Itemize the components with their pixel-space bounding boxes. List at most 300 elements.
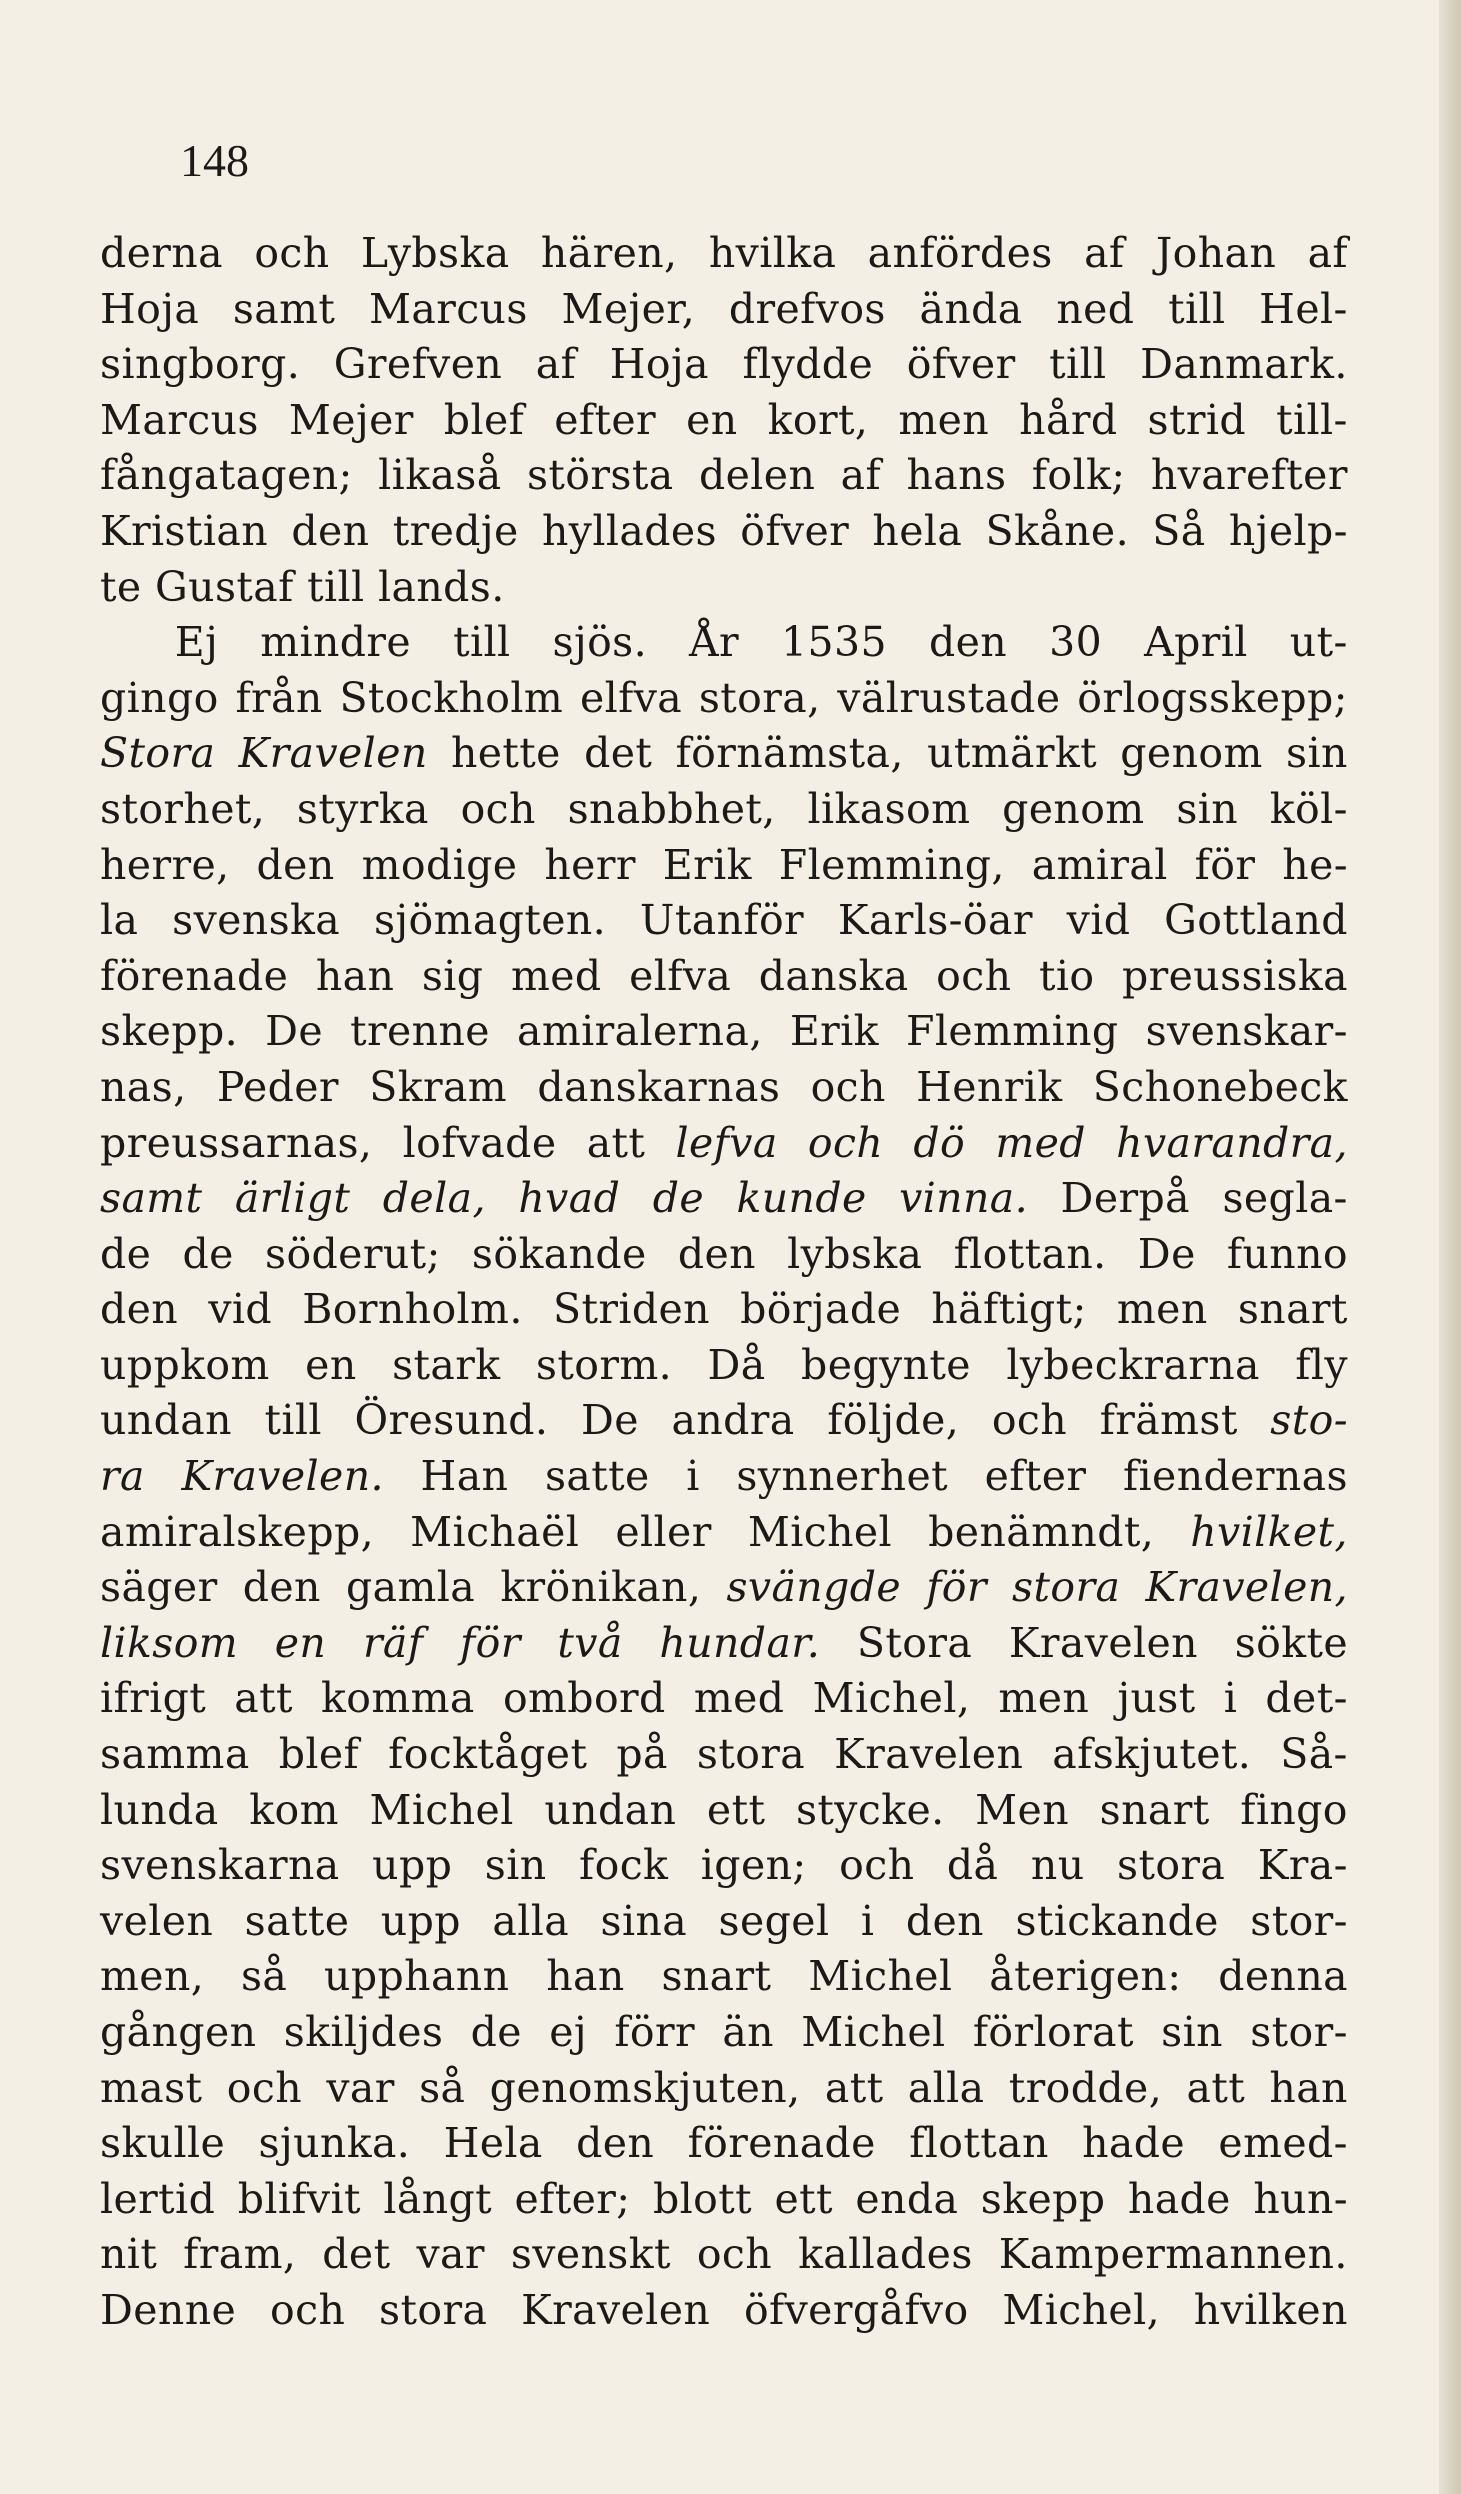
text-word: snart bbox=[1237, 1285, 1348, 1334]
text-word: den bbox=[929, 618, 1008, 667]
text-word: preussarnas, bbox=[100, 1118, 373, 1167]
text-word: skepp bbox=[980, 2174, 1106, 2223]
text-word: svenska bbox=[172, 896, 341, 945]
text-word: stora bbox=[379, 2285, 488, 2334]
emphasis-word: dela, bbox=[382, 1174, 486, 1223]
text-word: nas, bbox=[100, 1062, 187, 1111]
text-word: och bbox=[991, 1396, 1068, 1445]
emphasis-word: samt bbox=[100, 1174, 203, 1223]
text-word: Gottland bbox=[1164, 896, 1348, 945]
text-word: funno bbox=[1226, 1229, 1348, 1278]
text-word: sin bbox=[1161, 2008, 1223, 2056]
text-word: tio bbox=[1038, 951, 1095, 1000]
text-word: preussiska bbox=[1121, 951, 1348, 1000]
text-word: men bbox=[998, 1674, 1090, 1723]
text-word: men bbox=[898, 395, 990, 444]
text-word: flottan. bbox=[953, 1229, 1107, 1278]
text-word: enda bbox=[855, 2174, 959, 2223]
text-word: kort, bbox=[767, 395, 869, 444]
text-word: Erik bbox=[789, 1007, 879, 1056]
text-word: sin bbox=[1176, 784, 1239, 833]
text-word: lybska bbox=[787, 1229, 923, 1278]
text-word: likasom bbox=[807, 784, 971, 833]
text-word: i bbox=[686, 1452, 700, 1501]
text-word: Danmark. bbox=[1140, 340, 1348, 389]
text-word: säger bbox=[100, 1563, 218, 1612]
emphasis-word: ra bbox=[100, 1452, 145, 1501]
text-word: stora, bbox=[698, 673, 821, 722]
emphasis-word: svängde bbox=[726, 1563, 902, 1612]
text-word: var bbox=[326, 2063, 395, 2112]
text-line bbox=[100, 1338, 1348, 1394]
text-word: återigen: bbox=[989, 1952, 1182, 2001]
text-word: flydde bbox=[742, 340, 874, 389]
text-word: De bbox=[580, 1396, 639, 1445]
text-word: Grefven bbox=[333, 340, 503, 389]
text-word: ifrigt bbox=[100, 1674, 207, 1723]
text-word: gången bbox=[100, 2008, 257, 2056]
text-word: lunda bbox=[100, 1785, 219, 1834]
text-line bbox=[100, 1505, 1348, 1561]
page-edge bbox=[1439, 0, 1461, 2494]
text-word: örlogsskepp; bbox=[1077, 673, 1348, 722]
text-word: vid bbox=[1066, 896, 1131, 945]
word-space bbox=[365, 560, 378, 616]
text-word: elfva bbox=[629, 951, 732, 1000]
text-word: samma bbox=[100, 1730, 250, 1779]
text-word: hette bbox=[450, 729, 561, 778]
text-word: och bbox=[226, 2063, 303, 2112]
emphasis-word: hundar. bbox=[659, 1618, 821, 1667]
text-word: det- bbox=[1265, 1674, 1348, 1723]
text-word: och bbox=[810, 1062, 886, 1111]
text-line bbox=[100, 2116, 1348, 2172]
text-word: segel bbox=[718, 1896, 830, 1945]
text-word: danskarnas bbox=[537, 1062, 781, 1111]
emphasis-word: Kravelen. bbox=[181, 1452, 384, 1501]
text-line bbox=[100, 337, 1348, 393]
text-word: hård bbox=[1019, 395, 1118, 444]
text-word: till bbox=[1168, 284, 1226, 333]
text-line bbox=[100, 1727, 1348, 1783]
text-word: delen bbox=[698, 451, 816, 500]
text-word: så bbox=[419, 2063, 466, 2112]
text-word: af bbox=[1307, 229, 1348, 277]
text-word: igen; bbox=[700, 1841, 807, 1890]
text-line bbox=[100, 1004, 1348, 1060]
text-word: det bbox=[322, 2230, 391, 2279]
text-line bbox=[100, 1894, 1348, 1950]
text-word: Marcus bbox=[100, 395, 259, 444]
text-word: drefvos bbox=[728, 284, 886, 333]
text-word: nit bbox=[100, 2230, 158, 2279]
text-word: Men bbox=[975, 1785, 1070, 1834]
text-word: Han bbox=[420, 1452, 509, 1501]
text-line bbox=[100, 1282, 1348, 1338]
text-word: herr bbox=[544, 840, 636, 889]
text-word: vid bbox=[208, 1285, 273, 1334]
text-word: hvarefter bbox=[1150, 451, 1348, 500]
text-word: Bornholm. bbox=[302, 1285, 523, 1334]
text-word: snabbhet, bbox=[567, 784, 776, 833]
text-line bbox=[100, 1949, 1348, 2005]
word-space bbox=[294, 560, 307, 616]
text-word: var bbox=[416, 2230, 485, 2279]
text-word: fångatagen; bbox=[100, 451, 353, 500]
text-word: sin bbox=[484, 1841, 547, 1890]
text-word: De bbox=[1137, 1229, 1196, 1278]
text-word: fingo bbox=[1240, 1785, 1348, 1834]
text-word: lofvade bbox=[402, 1118, 557, 1167]
emphasis-word: liksom bbox=[100, 1618, 239, 1667]
text-word: hade bbox=[1082, 2119, 1186, 2168]
text-word: satte bbox=[244, 1896, 350, 1945]
text-word: alla bbox=[492, 1896, 570, 1945]
text-word: stycke. bbox=[795, 1785, 945, 1834]
text-word: ned bbox=[1056, 284, 1135, 333]
text-word: 30 bbox=[1049, 618, 1103, 667]
text-word: upp bbox=[372, 1841, 453, 1890]
text-word: svenskt bbox=[510, 2230, 671, 2279]
text-word: gingo bbox=[100, 673, 219, 722]
text-word: Hoja bbox=[100, 284, 200, 333]
text-word: främst bbox=[1099, 1396, 1238, 1445]
text-word: stora bbox=[1117, 1841, 1226, 1890]
text-word: Derpå bbox=[1060, 1174, 1190, 1223]
text-line bbox=[100, 615, 1348, 671]
text-word: lybeckrarna bbox=[1006, 1340, 1260, 1389]
text-word: Stora bbox=[856, 1618, 973, 1667]
text-word: mast bbox=[100, 2063, 203, 2112]
text-word: just bbox=[1117, 1674, 1196, 1723]
text-word: Kravelen bbox=[834, 1730, 1024, 1779]
page-number: 148 bbox=[180, 135, 249, 186]
text-word: han bbox=[1269, 2063, 1348, 2112]
text-word: Skåne. bbox=[985, 506, 1130, 555]
text-word: sin bbox=[1286, 729, 1348, 778]
emphasis-word: sto- bbox=[1270, 1396, 1348, 1445]
text-word: att bbox=[234, 1674, 293, 1723]
text-word: Michel bbox=[801, 2008, 946, 2056]
text-word: Så bbox=[1152, 506, 1206, 555]
text-word: välrustade bbox=[837, 673, 1061, 722]
text-line bbox=[100, 560, 1348, 616]
text-word: Flemming bbox=[906, 1007, 1119, 1056]
text-word: krönikan, bbox=[500, 1563, 702, 1612]
text-word: och bbox=[936, 951, 1012, 1000]
text-word: amiralskepp, bbox=[100, 1507, 375, 1556]
text-word: att bbox=[824, 2063, 884, 2112]
text-word: hvilka bbox=[708, 229, 837, 277]
text-word: snart bbox=[1099, 1785, 1210, 1834]
text-word: segla- bbox=[1222, 1174, 1348, 1223]
text-line bbox=[100, 2283, 1348, 2339]
text-word: förnämsta, bbox=[675, 729, 904, 778]
text-word: derna bbox=[100, 229, 223, 277]
text-word: Michel, bbox=[812, 1674, 971, 1723]
text-word: Mejer bbox=[288, 395, 414, 444]
text-word: häftigt; bbox=[931, 1285, 1087, 1334]
text-word: hären, bbox=[540, 229, 678, 277]
text-line bbox=[100, 1060, 1348, 1116]
text-line bbox=[100, 1671, 1348, 1727]
text-word: kallades bbox=[798, 2230, 973, 2279]
text-word: största bbox=[526, 451, 674, 500]
text-word: ej bbox=[549, 2008, 588, 2056]
text-word: i bbox=[860, 1896, 875, 1945]
text-word: amiralerna, bbox=[517, 1007, 763, 1056]
text-word: Då bbox=[707, 1340, 766, 1389]
emphasis-word: en bbox=[274, 1618, 327, 1667]
text-line bbox=[100, 1783, 1348, 1839]
text-line bbox=[100, 1116, 1348, 1172]
text-word: den bbox=[256, 840, 335, 889]
text-word: skiljdes bbox=[283, 2008, 444, 2056]
text-word: Schonebeck bbox=[1092, 1062, 1348, 1111]
text-word: ombord bbox=[502, 1674, 666, 1723]
text-word: Så- bbox=[1280, 1730, 1348, 1779]
text-word: 1535 bbox=[781, 618, 887, 667]
text-word: de bbox=[182, 1229, 234, 1278]
text-word: öfver bbox=[906, 340, 1016, 389]
text-line bbox=[100, 226, 1348, 282]
text-word: De bbox=[265, 1007, 324, 1056]
text-word: af bbox=[1084, 229, 1125, 277]
text-word: af bbox=[535, 340, 577, 389]
emphasis-word: Kravelen, bbox=[1145, 1563, 1348, 1612]
text-word: den bbox=[677, 1229, 756, 1278]
text-word: efter bbox=[554, 395, 657, 444]
text-word: herre, bbox=[100, 840, 230, 889]
text-word: focktåget bbox=[388, 1730, 588, 1779]
text-word: förr bbox=[614, 2008, 696, 2056]
text-word: amiral bbox=[1031, 840, 1168, 889]
text-line bbox=[100, 2172, 1348, 2228]
text-word: eller bbox=[615, 1507, 712, 1556]
text-word: öfver bbox=[740, 506, 850, 555]
emphasis-word: stora bbox=[1012, 1563, 1121, 1612]
text-word: modige bbox=[361, 840, 518, 889]
text-line bbox=[100, 1616, 1348, 1672]
text-word: hjelp- bbox=[1228, 506, 1348, 555]
text-word: fly bbox=[1295, 1340, 1348, 1389]
text-word: svenskar- bbox=[1145, 1007, 1348, 1056]
text-line bbox=[100, 393, 1348, 449]
text-word: samt bbox=[232, 284, 336, 333]
word-space bbox=[142, 560, 155, 616]
text-word: köl- bbox=[1269, 784, 1348, 833]
text-word: synnerhet bbox=[736, 1452, 948, 1501]
text-word: afskjutet. bbox=[1052, 1730, 1252, 1779]
text-word: hun- bbox=[1253, 2174, 1348, 2223]
text-word: med bbox=[510, 951, 602, 1000]
text-word: Michel, bbox=[1002, 2285, 1161, 2334]
text-word: en bbox=[305, 1340, 357, 1389]
text-word: skulle bbox=[100, 2119, 226, 2168]
text-word: he- bbox=[1282, 840, 1348, 889]
text-line bbox=[100, 1171, 1348, 1227]
text-word: Marcus bbox=[368, 284, 528, 333]
text-word: ett bbox=[774, 2174, 833, 2223]
text-line bbox=[100, 726, 1348, 782]
emphasis-word: hvarandra, bbox=[1116, 1118, 1348, 1167]
text-word: hela bbox=[872, 506, 963, 555]
text-word: för bbox=[1194, 840, 1256, 889]
text-word: en bbox=[686, 395, 738, 444]
text-word: nu bbox=[1030, 1841, 1085, 1890]
text-word: i bbox=[1223, 1674, 1238, 1723]
text-word: stark bbox=[392, 1340, 501, 1389]
text-word: sökande bbox=[471, 1229, 647, 1278]
text-word: och bbox=[270, 2285, 346, 2334]
text-line bbox=[100, 949, 1348, 1005]
text-word: sina bbox=[600, 1896, 688, 1945]
text-line bbox=[100, 2061, 1348, 2117]
text-word: Erik bbox=[662, 840, 752, 889]
text-word: till bbox=[1049, 340, 1107, 389]
text-word: till bbox=[307, 562, 365, 611]
text-word: skepp. bbox=[100, 1007, 239, 1056]
text-line bbox=[100, 2005, 1348, 2061]
text-word: Johan bbox=[1155, 229, 1277, 277]
text-word: Michel bbox=[369, 1785, 514, 1834]
text-word: Michel bbox=[808, 1952, 953, 2001]
text-word: trenne bbox=[350, 1007, 490, 1056]
text-word: flottan bbox=[909, 2119, 1049, 2168]
text-word: till- bbox=[1276, 395, 1348, 444]
text-word: storhet, bbox=[100, 784, 266, 833]
emphasis-word: Kravelen bbox=[238, 729, 428, 778]
text-word: öfvergåfvo bbox=[743, 2285, 969, 2334]
text-word: upp bbox=[380, 1896, 461, 1945]
text-word: stora bbox=[696, 1730, 806, 1779]
text-word: blef bbox=[278, 1730, 360, 1779]
text-word: Hoja bbox=[609, 340, 709, 389]
emphasis-word: för bbox=[926, 1563, 987, 1612]
text-line bbox=[100, 893, 1348, 949]
text-word: efter bbox=[984, 1452, 1087, 1501]
text-word: te bbox=[100, 562, 142, 611]
text-word: År bbox=[689, 618, 740, 667]
text-word: fram, bbox=[183, 2230, 297, 2279]
text-word: hyllades bbox=[541, 506, 717, 555]
text-word: Peder bbox=[216, 1062, 339, 1111]
text-word: att bbox=[1186, 2063, 1246, 2112]
text-word: blott bbox=[652, 2174, 752, 2223]
text-word: Mejer, bbox=[561, 284, 696, 333]
text-word: sjömagten. bbox=[373, 896, 607, 945]
text-word: och bbox=[696, 2230, 773, 2279]
text-word: på bbox=[616, 1730, 668, 1779]
text-word: men bbox=[1116, 1285, 1208, 1334]
text-word: genomskjuten, bbox=[489, 2063, 801, 2112]
text-word: Kra- bbox=[1257, 1841, 1348, 1890]
text-word: folk; bbox=[1031, 451, 1126, 500]
text-line bbox=[100, 1393, 1348, 1449]
text-word: styrka bbox=[296, 784, 429, 833]
text-word: söderut; bbox=[265, 1229, 441, 1278]
text-word: sökte bbox=[1234, 1618, 1348, 1667]
text-word: elfva bbox=[579, 673, 683, 722]
text-word: utmärkt bbox=[927, 729, 1097, 778]
text-word: Öresund. bbox=[354, 1396, 549, 1445]
text-word: med bbox=[693, 1674, 785, 1723]
text-word: förenade bbox=[687, 2119, 876, 2168]
text-word: ut- bbox=[1289, 618, 1348, 667]
text-word: uppkom bbox=[100, 1340, 270, 1389]
text-word: lands. bbox=[377, 562, 505, 611]
text-line bbox=[100, 782, 1348, 838]
text-word: Kristian bbox=[100, 506, 269, 555]
emphasis-word: hvilket, bbox=[1190, 1507, 1348, 1556]
text-word: kom bbox=[249, 1785, 339, 1834]
text-word: danska bbox=[758, 951, 909, 1000]
text-word: det bbox=[584, 729, 653, 778]
text-word: han bbox=[546, 1952, 625, 2001]
text-word: från bbox=[235, 673, 323, 722]
text-line bbox=[100, 671, 1348, 727]
text-line bbox=[100, 838, 1348, 894]
text-word: undan bbox=[100, 1396, 232, 1445]
text-word: förlorat bbox=[972, 2008, 1134, 2056]
text-word: likaså bbox=[378, 451, 502, 500]
text-line bbox=[100, 504, 1348, 560]
text-word: Michaël bbox=[410, 1507, 580, 1556]
text-word: Karls-öar bbox=[837, 896, 1033, 945]
text-word: trodde, bbox=[1008, 2063, 1163, 2112]
text-word: Henrik bbox=[916, 1062, 1063, 1111]
text-word: Kampermannen. bbox=[998, 2230, 1348, 2279]
text-word: anfördes bbox=[867, 229, 1053, 277]
text-word: svenskarna bbox=[100, 1841, 340, 1890]
text-word: Gustaf bbox=[154, 562, 294, 611]
body-text bbox=[100, 226, 1348, 2339]
text-word: till bbox=[453, 618, 511, 667]
text-word: och bbox=[254, 229, 330, 277]
text-word: och bbox=[839, 1841, 915, 1890]
text-line bbox=[100, 1449, 1348, 1505]
emphasis-word: två bbox=[557, 1618, 623, 1667]
text-line bbox=[100, 1560, 1348, 1616]
text-line bbox=[100, 448, 1348, 504]
text-line bbox=[100, 1227, 1348, 1283]
text-word: emed- bbox=[1218, 2119, 1348, 2168]
text-word: stor- bbox=[1250, 1896, 1348, 1945]
text-word: till bbox=[264, 1396, 322, 1445]
emphasis-word: med bbox=[995, 1118, 1086, 1167]
emphasis-word: räf bbox=[362, 1618, 424, 1667]
text-word: komma bbox=[321, 1674, 475, 1723]
text-word: stickande bbox=[1015, 1896, 1219, 1945]
text-word: Denne bbox=[100, 2285, 237, 2334]
emphasis-word: lefva bbox=[675, 1118, 778, 1167]
text-word: Michel bbox=[747, 1507, 893, 1556]
text-word: Skram bbox=[369, 1062, 508, 1111]
text-word: följde, bbox=[827, 1396, 960, 1445]
text-word: Striden bbox=[552, 1285, 710, 1334]
text-word: började bbox=[740, 1285, 902, 1334]
text-word: genom bbox=[1002, 784, 1145, 833]
text-word: Utanför bbox=[639, 896, 805, 945]
text-word: sjös. bbox=[552, 618, 648, 667]
text-word: benämndt, bbox=[928, 1507, 1155, 1556]
text-word: Ej bbox=[174, 618, 219, 667]
text-word: den bbox=[100, 1285, 179, 1334]
text-word: strid bbox=[1147, 395, 1247, 444]
text-word: lertid bbox=[100, 2174, 216, 2223]
text-word: singborg. bbox=[100, 340, 301, 389]
text-word: genom bbox=[1120, 729, 1263, 778]
